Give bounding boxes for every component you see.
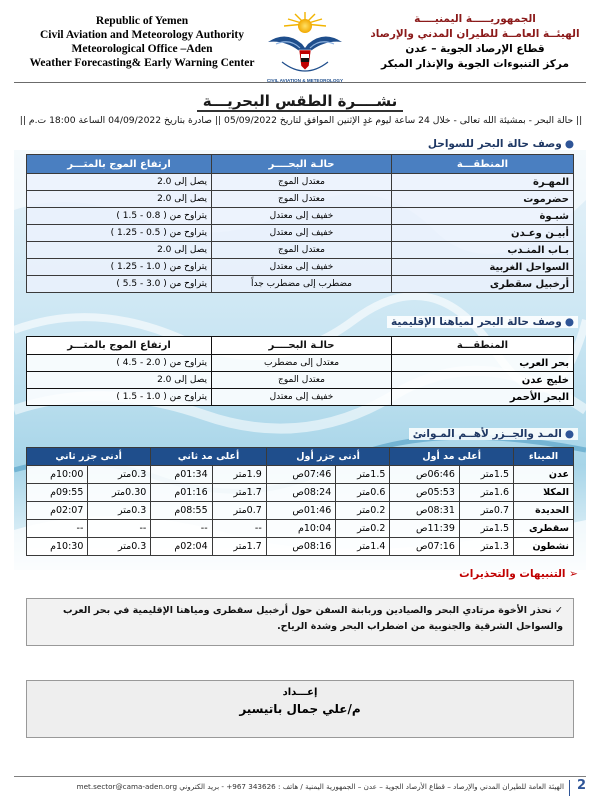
header-high1: أعلى مد أول [390,448,514,466]
section3-title [409,428,578,440]
table-row [27,502,574,520]
page-number: 2 [576,778,586,793]
header-ar-line3: قطاع الإرصاد الجوية – عدن [405,43,545,55]
tide-cell: -- [151,520,212,538]
page-footer [14,780,586,796]
region-cell: المهـرة [392,174,574,191]
tide-cell: 1.9متر [212,466,266,484]
region-cell: خليج عدن [392,372,574,389]
header-high2: أعلى مد ثاني [151,448,266,466]
regional-waters-table [26,336,574,406]
tide-cell: 01:16م [151,484,212,502]
tide-cell: 01:46ص [266,502,335,520]
tide-cell: 0.30متر [88,484,151,502]
bulletin-intro: || حالة البحر - بمشيئة الله تعالى - خلال 24 ساعة ليوم غدٍ الإثنين الموافق لتاريخ 05/09/2022 || صادرة بتاريخ 04/09/2022 الساعة 18:00 ت.م || [19,115,583,126]
header-divider [14,82,586,83]
header-english [12,14,272,70]
header-en-line2: Civil Aviation and Meteorology Authority [39,29,245,41]
warnings-text: نحذر الأخوة مرتادي البحر والصيادين وربابنة السفن حول أرخبيل سقطرى ومياهنا الإقليمية في بحر العرب والسواحل الشرقية والجنوبية من اضطراب البحر وشدة الرياح. [62,605,563,632]
tide-cell: 1.7متر [212,538,266,556]
region-cell: بـاب المنـدب [392,242,574,259]
wave-cell: يتراوح من ( 0.8 - 1.5 ) [27,208,212,225]
table-row [27,242,574,259]
port-cell: سقطرى [514,520,574,538]
table-row [27,355,574,372]
wave-cell: يصل إلى 2.0 [27,191,212,208]
tide-cell: 1.3متر [459,538,513,556]
tide-cell: 1.5متر [459,520,513,538]
tide-cell: 0.6متر [336,484,390,502]
state-cell: معتدل الموج [212,242,392,259]
wave-cell: يصل إلى 2.0 [27,174,212,191]
tide-cell: 10:00م [27,466,88,484]
header-region: المنطقـــة [392,337,574,355]
tide-cell: 1.5متر [336,466,390,484]
tide-cell: 11:39ص [390,520,459,538]
tide-cell: 08:31ص [390,502,459,520]
tide-cell: 0.3متر [88,538,151,556]
logo-text: CIVIL AVIATION & METEOROLOGY [266,78,344,83]
bulletin-title-text: نشــــرة الطقس البحريـــة [197,92,404,112]
tide-cell: 0.7متر [459,502,513,520]
footer-contact: الهيئة العامة للطيران المدني والإرصاد – قطاع الأرصاد الجوية – عدن – الجمهورية اليمنية / هاتف : 343626 967+ - بريد الكتروني met.sector@cama-aden.org [76,782,564,791]
header-wave: ارتفاع الموج بالمتـــر [27,337,212,355]
header-arabic [360,12,590,72]
wave-cell: يتراوح من ( 3.0 - 5.5 ) [27,276,212,293]
table-row [27,538,574,556]
port-cell: الحديدة [514,502,574,520]
table-row [27,174,574,191]
tide-cell: 1.5متر [459,466,513,484]
state-cell: معتدل الموج [212,372,392,389]
section1-title [424,138,578,150]
table-header-row [27,448,574,466]
state-cell: خفيف إلى معتدل [212,259,392,276]
region-cell: أبيـن وعـدن [392,225,574,242]
header-region: المنطقـــة [392,155,574,174]
table-header-row [27,337,574,355]
state-cell: معتدل الموج [212,174,392,191]
preparer-name: م/علي جمال باتيسير [239,702,361,716]
tide-cell: 08:55م [151,502,212,520]
region-cell: بحر العرب [392,355,574,372]
section3-title-text: المـد والجــزر لأهــم المـوانئ [412,428,562,440]
table-row [27,389,574,406]
tide-cell: 09:55م [27,484,88,502]
header-ar-line1: الجمهوريـــــة اليمنيــــة [414,13,536,25]
header-wave: ارتفاع الموج بالمتـــر [27,155,212,174]
tide-cell: 01:34م [151,466,212,484]
page-header [0,10,600,88]
header-port: الميناء [514,448,574,466]
tide-cell: 08:24ص [266,484,335,502]
port-cell: عدن [514,466,574,484]
region-cell: حضرموت [392,191,574,208]
tide-cell: 02:07م [27,502,88,520]
tide-cell: 07:46ص [266,466,335,484]
coast-sea-state-table [26,154,574,293]
state-cell: معتدل الموج [212,191,392,208]
section1-title-text: وصف حالة البحر للسواحل [427,138,562,150]
region-cell: أرخبيل سقطرى [392,276,574,293]
header-en-line1: Republic of Yemen [95,15,189,27]
tide-cell: -- [27,520,88,538]
tide-cell: -- [88,520,151,538]
tide-cell: 05:53ص [390,484,459,502]
tide-cell: 0.7متر [212,502,266,520]
header-ar-line2: الهيئــة العامــة للطيران المدني والإرصاد [370,28,580,40]
tide-cell: 1.4متر [336,538,390,556]
region-cell: السواحل الغربية [392,259,574,276]
region-cell: البحر الأحمر [392,389,574,406]
section2-title [387,316,578,328]
tide-cell: 0.3متر [88,502,151,520]
tides-table [26,447,574,556]
table-row [27,484,574,502]
bullet-icon: ● [564,428,574,440]
tide-cell: -- [212,520,266,538]
state-cell: معتدل إلى مضطرب [212,355,392,372]
table-row [27,466,574,484]
tide-cell: 06:46ص [390,466,459,484]
table-row [27,276,574,293]
wave-cell: يتراوح من ( 1.0 - 1.25 ) [27,259,212,276]
header-state: حالـة البحــــر [212,155,392,174]
section2-title-text: وصف حالة البحر لمياهنا الإقليمية [391,316,562,328]
wave-cell: يصل إلى 2.0 [27,242,212,259]
tide-cell: 02:04م [151,538,212,556]
state-cell: مضطرب إلى مضطرب جداً [212,276,392,293]
bullet-icon: ● [564,316,574,328]
region-cell: شبـوة [392,208,574,225]
table-row [27,520,574,538]
arrow-icon: ➢ [565,568,578,580]
tide-cell: 08:16ص [266,538,335,556]
header-low1: أدنى جزر أول [266,448,390,466]
bulletin-title [0,92,600,110]
header-state: حالـة البحــــر [212,337,392,355]
table-header-row [27,155,574,174]
tide-cell: 10:04م [266,520,335,538]
header-en-line3: Meteorological Office –Aden [71,43,213,55]
tide-cell: 0.3متر [88,466,151,484]
port-cell: المكلا [514,484,574,502]
warnings-title [459,568,578,580]
state-cell: خفيف إلى معتدل [212,389,392,406]
header-en-line4: Weather Forecasting& Early Warning Center [29,57,255,69]
warnings-box [26,598,574,646]
bullet-icon: ● [564,138,574,150]
tide-cell: 07:16ص [390,538,459,556]
table-row [27,225,574,242]
wave-cell: يصل إلى 2.0 [27,372,212,389]
header-low2: أدنى جزر ثاني [27,448,151,466]
wave-cell: يتراوح من ( 2.0 - 4.5 ) [27,355,212,372]
table-row [27,208,574,225]
table-row [27,372,574,389]
page-number-divider [569,780,570,796]
state-cell: خفيف إلى معتدل [212,225,392,242]
table-row [27,191,574,208]
authority-logo [262,10,348,86]
prepared-by-label: إعـــداد [282,687,318,698]
footer-divider [14,776,586,777]
wave-cell: يتراوح من ( 0.5 - 1.25 ) [27,225,212,242]
table-row [27,259,574,276]
tide-cell: 10:30م [27,538,88,556]
port-cell: نشطون [514,538,574,556]
signature-box [26,680,574,738]
check-icon: ✓ [551,605,563,616]
tide-cell: 1.6متر [459,484,513,502]
wave-cell: يتراوح من ( 1.0 - 1.5 ) [27,389,212,406]
state-cell: خفيف إلى معتدل [212,208,392,225]
warnings-title-text: التنبيهات والتحذيرات [459,568,566,580]
header-ar-line4: مركز التنبوءات الجوية والإنذار المبكر [381,58,569,70]
tide-cell: 1.7متر [212,484,266,502]
tide-cell: 0.2متر [336,502,390,520]
tide-cell: 0.2متر [336,520,390,538]
